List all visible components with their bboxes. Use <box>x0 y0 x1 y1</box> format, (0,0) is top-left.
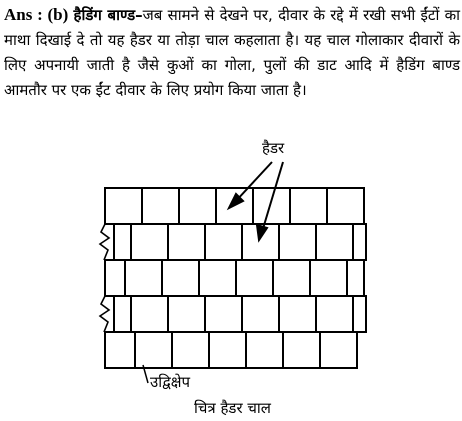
break-line-lower <box>100 296 109 332</box>
answer-prefix: Ans : (b) <box>4 5 69 24</box>
header-label: हैडर <box>262 139 285 157</box>
brick-course-5 <box>105 332 357 368</box>
offset-label: उद्विक्षेप <box>150 373 191 391</box>
break-line-upper <box>100 224 109 260</box>
brick-course-4 <box>114 296 366 332</box>
figure-caption: चित्र हैडर चाल <box>194 399 271 417</box>
header-arrow-2 <box>262 162 283 232</box>
brick-course-3 <box>105 260 364 296</box>
answer-title: हैडिंग बाण्ड– <box>73 6 143 24</box>
answer-body: जब सामने से देखने पर, दीवार के रद्दे में रखी सभी ईंटों का माथा दिखाई दे तो यह हैडर या तोड़ा चाल कहलाता है। यह चाल गोलाकार दीवारों के लिए अपनायी जाती है जैसे कुओं का गोला, पुलों की डाट आदि में हैडिंग बाण्ड आमतौर पर एक ईंट दीवार के लिए प्रयोग किया जाता है। <box>4 6 460 99</box>
brick-course-2 <box>114 224 366 260</box>
